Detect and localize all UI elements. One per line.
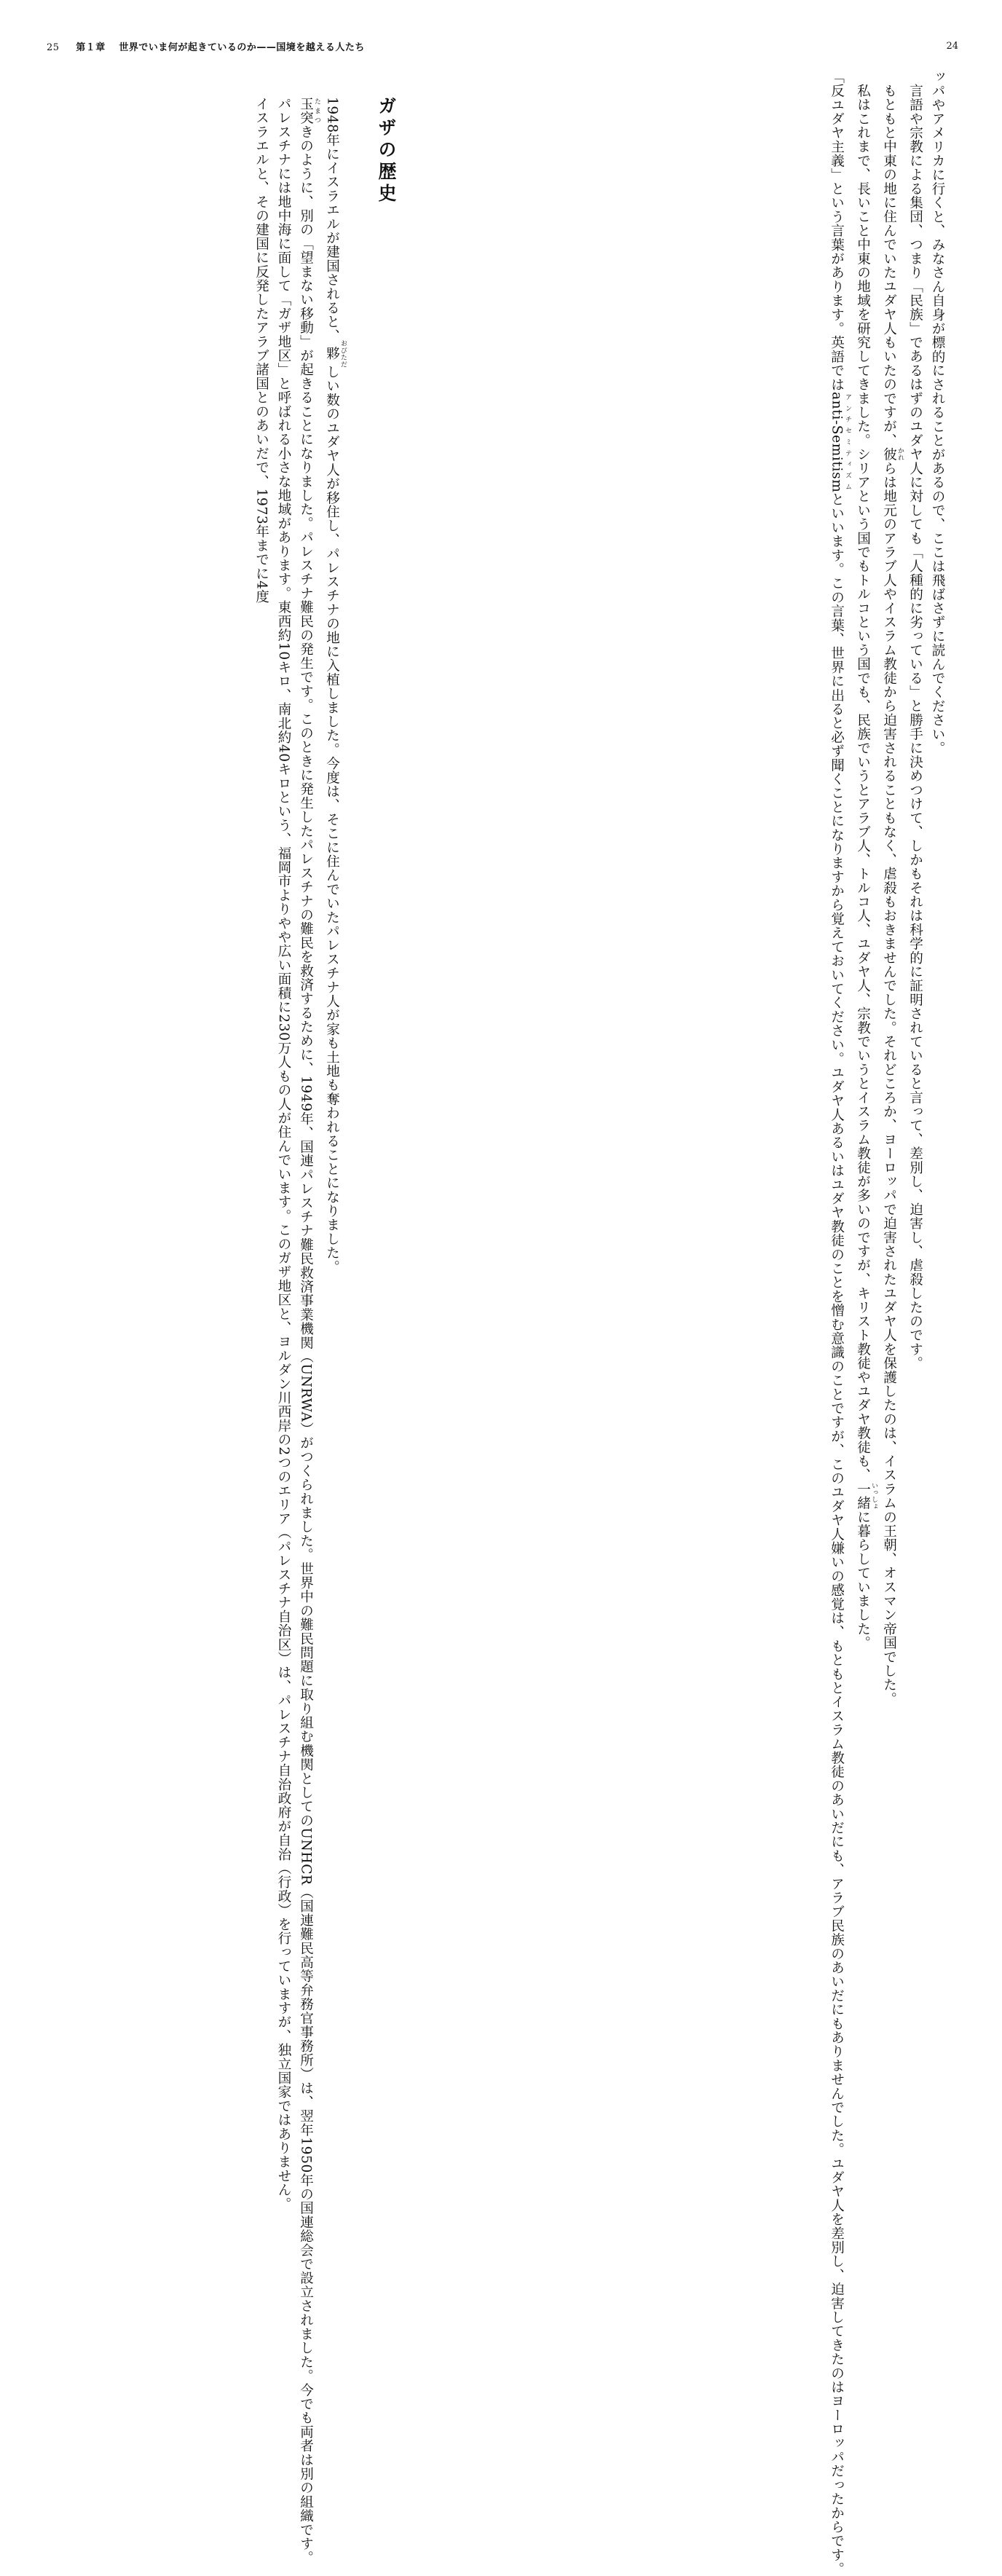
paragraph: イスラエルと、その建国に反発したアラブ諸国とのあいだで、1973年までに4度 [253,96,269,604]
paragraph: 言語や宗教による集団、つまり「民族」であるはずのユダヤ人に対しても「人種的に劣っている」と勝手に決めつけて、しかもそれは科学的に証明されていると言って、差別し、迫害し、虐殺したのです。 [907,83,923,1370]
ruby-word: 玉突 たまつ [298,96,320,125]
paragraph: 玉突 たまつきのように、別の「望まない移動」が起きることになりました。パレスチナ難民の発生です。このときに発生したパレスチナの難民を救済するために、1949年、国連パレスチナ難民救済事業機関（UNRWA）がつくられました。世界中の難民問題に取り組む機関としてのUNHCR（国連難民高等弁務官事務所）は、翌年1950年の国連総会で設立されました。今でも両者は別の組織です。 [298,96,320,2565]
running-header [47,39,365,53]
section-heading: ガザの歴史 [376,96,397,205]
ruby-word: 一緒 いっしょ [855,1481,877,1510]
left-body-text [250,83,347,2565]
page-number-right: 24 [946,41,958,52]
ruby-word: 彼 かれ [881,446,904,461]
left-page [0,0,501,2565]
right-body-text [825,70,948,2576]
ruby-word: 夥 おびただ [324,339,347,368]
paragraph: 「反ユダヤ主義」という言葉があります。英語ではanti-Semitism アンチセミティズムといいます。この言葉、世界に出ると必ず聞くことになりますから覚えておいてください。ユダヤ人あるいはユダヤ教徒のことを憎む意識のことですが、このユダヤ人嫌いの感覚は、もともとイスラム教徒のあいだにも、アラブ民族のあいだにもありませんでした。ユダヤ人を差別し、迫害してきたのはヨーロッパだったからです。 [829,70,851,2576]
paragraph: 1948年にイスラエルが建国されると、夥 おびただしい数のユダヤ人が移住し、パレスチナの地に入植しました。今度は、そこに住んでいたパレスチナ人が家も土地も奪われることになりました。 [324,96,347,1274]
page-number-left: 25 [47,42,60,53]
paragraph: ッパやアメリカに行くと、みなさん自身が標的にされることがあるので、ここは飛ばさずに読んでください。 [930,70,945,755]
chapter-label: 第１章 [76,42,106,53]
running-title: 世界でいま何が起きているのか——国境を越える人たち [119,42,365,53]
paragraph: パレスチナには地中海に面して「ガザ地区」と呼ばれる小さな地域があります。東西約10キロ、南北約40キロという、福岡市よりやや広い面積に230万人もの人が住んでいます。このガザ地区と、ヨルダン川西岸の2つのエリア（パレスチナ自治区）は、パレスチナ自治政府が自治（行政）を行っていますが、独立国家ではありません。 [276,96,291,2211]
paragraph: 私はこれまで、長いこと中東の地域を研究してきました。シリアという国でもトルコという国でも、民族でいうとアラブ人、トルコ人、ユダヤ人、宗教でいうとイスラム教徒が多いのですが、キリスト教徒やユダヤ教徒も、一緒 いっしょに暮らしていました。 [855,83,877,1650]
paragraph: もともと中東の地に住んでいたユダヤ人もいたのですが、彼 かれらは地元のアラブ人やイスラム教徒から迫害されることもなく、虐殺もおきませんでした。それどころか、ヨーロッパで迫害されたユダヤ人を保護したのは、イスラムの王朝、オスマン帝国でした。 [881,83,904,1706]
ruby-word: anti-Semitism アンチセミティズム [829,391,851,493]
right-page [501,0,1002,2576]
